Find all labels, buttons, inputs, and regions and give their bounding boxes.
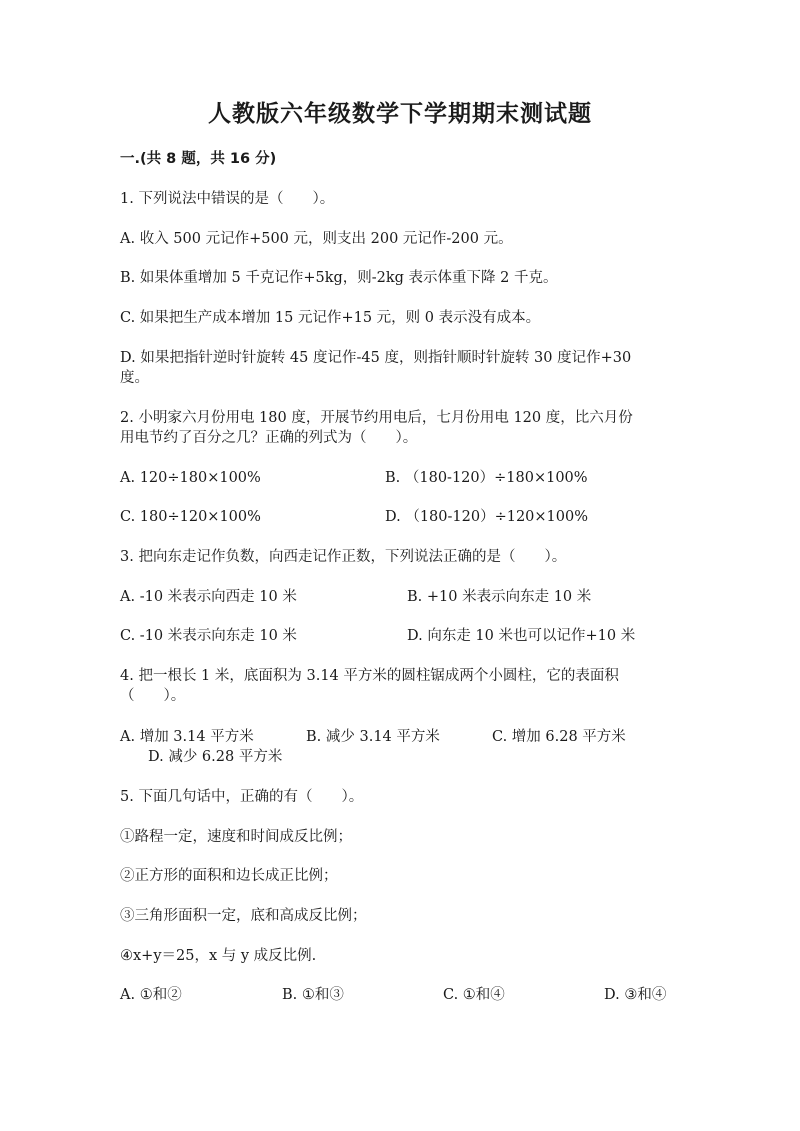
question-5-option-a: A. ①和② — [120, 987, 182, 1003]
section-heading: 一.(共 8 题，共 16 分) — [120, 151, 277, 167]
question-4-option-a: A. 增加 3.14 平方米 — [120, 729, 254, 745]
question-1-option-a: A. 收入 500 元记作+500 元，则支出 200 元记作-200 元。 — [120, 231, 513, 247]
question-2-stem: 2. 小明家六月份用电 180 度，开展节约用电后，七月份用电 120 度，比六月份 — [120, 410, 633, 426]
question-5-option-c: C. ①和④ — [443, 987, 505, 1003]
question-3-option-c: C. -10 米表示向东走 10 米 — [120, 628, 297, 644]
question-1-option-b: B. 如果体重增加 5 千克记作+5kg，则-2kg 表示体重下降 2 千克。 — [120, 270, 558, 286]
question-5-option-d: D. ③和④ — [604, 987, 667, 1003]
question-2-option-b: B. （180-120）÷180×100% — [385, 470, 588, 486]
question-5-statement-1: ①路程一定，速度和时间成反比例； — [120, 829, 352, 845]
question-4-option-c: C. 增加 6.28 平方米 — [492, 729, 626, 745]
question-4-stem: 4. 把一根长 1 米，底面积为 3.14 平方米的圆柱锯成两个小圆柱，它的表面积 — [120, 668, 619, 684]
question-1-option-d: D. 如果把指针逆时针旋转 45 度记作-45 度，则指针顺时针旋转 30 度记作+30 — [120, 350, 632, 366]
question-5-option-b: B. ①和③ — [282, 987, 344, 1003]
question-4-option-b: B. 减少 3.14 平方米 — [306, 729, 440, 745]
question-3-stem: 3. 把向东走记作负数，向西走记作正数，下列说法正确的是（ ）。 — [120, 549, 567, 565]
question-2-stem-cont: 用电节约了百分之几？正确的列式为（ ）。 — [120, 430, 418, 446]
question-2-option-c: C. 180÷120×100% — [120, 509, 261, 525]
question-4-stem-cont: （ ）。 — [120, 688, 186, 704]
question-5-statement-4: ④x+y＝25，x 与 y 成反比例. — [120, 948, 317, 964]
question-5-statement-2: ②正方形的面积和边长成正比例； — [120, 868, 338, 884]
question-4-option-d: D. 减少 6.28 平方米 — [148, 749, 283, 765]
question-2-option-a: A. 120÷180×100% — [120, 470, 261, 486]
question-3-option-b: B. +10 米表示向东走 10 米 — [407, 589, 592, 605]
question-2-option-d: D. （180-120）÷120×100% — [385, 509, 589, 525]
question-5-stem: 5. 下面几句话中，正确的有（ ）。 — [120, 789, 364, 805]
question-1-stem: 1. 下列说法中错误的是（ ）。 — [120, 191, 335, 207]
question-3-option-d: D. 向东走 10 米也可以记作+10 米 — [407, 628, 636, 644]
page-title: 人教版六年级数学下学期期末测试题 — [208, 101, 592, 127]
question-1-option-c: C. 如果把生产成本增加 15 元记作+15 元，则 0 表示没有成本。 — [120, 310, 541, 326]
question-3-option-a: A. -10 米表示向西走 10 米 — [120, 589, 297, 605]
question-1-option-d-cont: 度。 — [120, 370, 149, 386]
question-5-statement-3: ③三角形面积一定，底和高成反比例； — [120, 908, 367, 924]
